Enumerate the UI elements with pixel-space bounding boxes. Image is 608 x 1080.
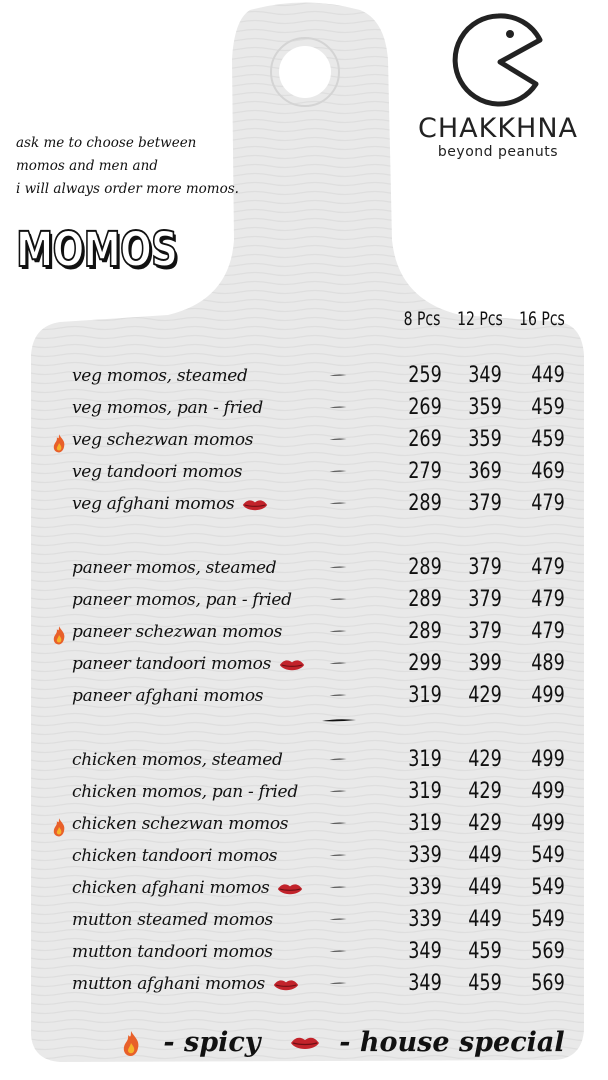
separator-dash — [322, 854, 354, 857]
menu-item — [0, 779, 608, 812]
menu-item — [0, 939, 608, 972]
price-16pcs: 479 — [531, 555, 565, 580]
price-8pcs: 339 — [408, 843, 442, 868]
menu-item — [0, 651, 608, 684]
price-8pcs: 269 — [408, 395, 442, 420]
price-8pcs: 349 — [408, 971, 442, 996]
price-12pcs: 379 — [468, 555, 502, 580]
price-16pcs: 499 — [531, 779, 565, 804]
price-16pcs: 479 — [531, 491, 565, 516]
separator-dash — [322, 718, 356, 724]
price-16pcs: 569 — [531, 971, 565, 996]
lips-icon — [273, 977, 299, 993]
spicy-marker — [51, 432, 67, 458]
price-12pcs: 449 — [468, 843, 502, 868]
page-title: MOMOS — [16, 222, 178, 278]
menu-item-name: paneer schezwan momos — [72, 622, 283, 642]
price-8pcs: 269 — [408, 427, 442, 452]
menu-item-name: paneer afghani momos — [72, 686, 264, 706]
menu-item-name: veg afghani momos — [72, 494, 235, 514]
price-16pcs: 549 — [531, 907, 565, 932]
menu-item — [0, 587, 608, 620]
price-12pcs: 379 — [468, 619, 502, 644]
menu-item — [0, 395, 608, 428]
price-12pcs: 459 — [468, 971, 502, 996]
separator-dash — [322, 790, 354, 793]
separator-dash — [322, 694, 354, 697]
price-8pcs: 289 — [408, 587, 442, 612]
price-8pcs: 349 — [408, 939, 442, 964]
separator-dash — [322, 918, 354, 921]
separator-dash — [322, 438, 354, 441]
price-16pcs: 459 — [531, 395, 565, 420]
menu-item — [0, 875, 608, 908]
brand-logo — [398, 10, 598, 190]
separator-dash — [322, 502, 354, 505]
legend — [120, 1026, 565, 1058]
menu-item — [0, 363, 608, 396]
menu-item-name: paneer momos, pan - fried — [72, 590, 292, 610]
price-8pcs: 299 — [408, 651, 442, 676]
menu-item-name: chicken momos, pan - fried — [72, 782, 298, 802]
tagline-line: i will always order more momos. — [16, 181, 239, 197]
flame-icon — [51, 624, 67, 646]
price-12pcs: 359 — [468, 395, 502, 420]
price-12pcs: 369 — [468, 459, 502, 484]
separator-dash — [322, 662, 354, 665]
separator-dash — [322, 470, 354, 473]
menu-item — [0, 555, 608, 588]
flame-icon — [51, 816, 67, 838]
menu-item-name: chicken momos, steamed — [72, 750, 283, 770]
price-16pcs: 549 — [531, 843, 565, 868]
menu-item-name: mutton afghani momos — [72, 974, 265, 994]
menu-item — [0, 907, 608, 940]
house-special-marker — [279, 657, 305, 677]
price-16pcs: 499 — [531, 747, 565, 772]
menu-item — [0, 427, 608, 460]
price-12pcs: 359 — [468, 427, 502, 452]
price-12pcs: 429 — [468, 811, 502, 836]
price-8pcs: 289 — [408, 555, 442, 580]
menu-item-name: mutton steamed momos — [72, 910, 273, 930]
legend-spicy-label: - spicy — [163, 1027, 261, 1058]
spicy-marker — [51, 624, 67, 650]
tagline-line: momos and men and — [16, 158, 158, 174]
menu-item-name: chicken tandoori momos — [72, 846, 278, 866]
menu-item-name: paneer tandoori momos — [72, 654, 271, 674]
lips-icon — [290, 1034, 320, 1052]
house-special-marker — [273, 977, 299, 997]
lips-icon — [279, 657, 305, 673]
price-8pcs: 289 — [408, 491, 442, 516]
price-16pcs: 489 — [531, 651, 565, 676]
menu-item-name: chicken schezwan momos — [72, 814, 289, 834]
price-16pcs: 449 — [531, 363, 565, 388]
flame-icon — [51, 432, 67, 454]
price-8pcs: 339 — [408, 875, 442, 900]
price-12pcs: 459 — [468, 939, 502, 964]
price-16pcs: 549 — [531, 875, 565, 900]
lips-icon — [277, 881, 303, 897]
price-8pcs: 339 — [408, 907, 442, 932]
flame-icon — [120, 1029, 142, 1057]
menu-item-name: veg schezwan momos — [72, 430, 254, 450]
price-12pcs: 349 — [468, 363, 502, 388]
price-12pcs: 429 — [468, 683, 502, 708]
menu-item — [0, 971, 608, 1004]
separator-dash — [322, 950, 354, 953]
price-8pcs: 319 — [408, 811, 442, 836]
menu-item-name: mutton tandoori momos — [72, 942, 273, 962]
pacman-logo-icon — [448, 10, 548, 110]
price-12pcs: 399 — [468, 651, 502, 676]
menu-item — [0, 683, 608, 716]
menu-item-name: paneer momos, steamed — [72, 558, 277, 578]
separator-dash — [322, 886, 354, 889]
price-8pcs: 319 — [408, 683, 442, 708]
menu-item-name: veg tandoori momos — [72, 462, 243, 482]
tagline — [16, 132, 239, 201]
house-special-marker — [242, 497, 268, 517]
brand-name: CHAKKHNA — [417, 113, 578, 144]
price-16pcs: 479 — [531, 587, 565, 612]
menu-item — [0, 843, 608, 876]
separator-dash — [322, 630, 354, 633]
menu-item — [0, 619, 608, 652]
separator-dash — [322, 982, 354, 985]
price-8pcs: 279 — [408, 459, 442, 484]
lips-icon — [242, 497, 268, 513]
column-header-12pcs: 12 Pcs — [457, 308, 503, 330]
price-8pcs: 319 — [408, 747, 442, 772]
price-12pcs: 429 — [468, 779, 502, 804]
brand-subtitle: beyond peanuts — [437, 144, 559, 160]
menu-item — [0, 747, 608, 780]
price-16pcs: 479 — [531, 619, 565, 644]
price-8pcs: 319 — [408, 779, 442, 804]
price-8pcs: 259 — [408, 363, 442, 388]
price-16pcs: 569 — [531, 939, 565, 964]
house-special-marker — [277, 881, 303, 901]
separator-dash — [322, 598, 354, 601]
menu-item — [0, 491, 608, 524]
menu-item-name: veg momos, pan - fried — [72, 398, 263, 418]
price-16pcs: 499 — [531, 811, 565, 836]
price-12pcs: 429 — [468, 747, 502, 772]
price-12pcs: 449 — [468, 907, 502, 932]
spicy-marker — [51, 816, 67, 842]
price-12pcs: 379 — [468, 491, 502, 516]
separator-dash — [322, 566, 354, 569]
menu-item — [0, 811, 608, 844]
separator-dash — [322, 374, 354, 377]
column-header-8pcs: 8 Pcs — [403, 308, 441, 330]
legend-special-label: - house special — [339, 1027, 565, 1058]
price-16pcs: 459 — [531, 427, 565, 452]
price-16pcs: 499 — [531, 683, 565, 708]
column-header-16pcs: 16 Pcs — [519, 308, 565, 330]
menu-item-name: chicken afghani momos — [72, 878, 270, 898]
separator-dash — [322, 758, 354, 761]
price-12pcs: 449 — [468, 875, 502, 900]
price-8pcs: 289 — [408, 619, 442, 644]
separator-dash — [322, 406, 354, 409]
tagline-line: ask me to choose between — [16, 135, 197, 151]
menu-item — [0, 459, 608, 492]
price-12pcs: 379 — [468, 587, 502, 612]
menu-item-name: veg momos, steamed — [72, 366, 248, 386]
separator-dash — [322, 822, 354, 825]
price-16pcs: 469 — [531, 459, 565, 484]
